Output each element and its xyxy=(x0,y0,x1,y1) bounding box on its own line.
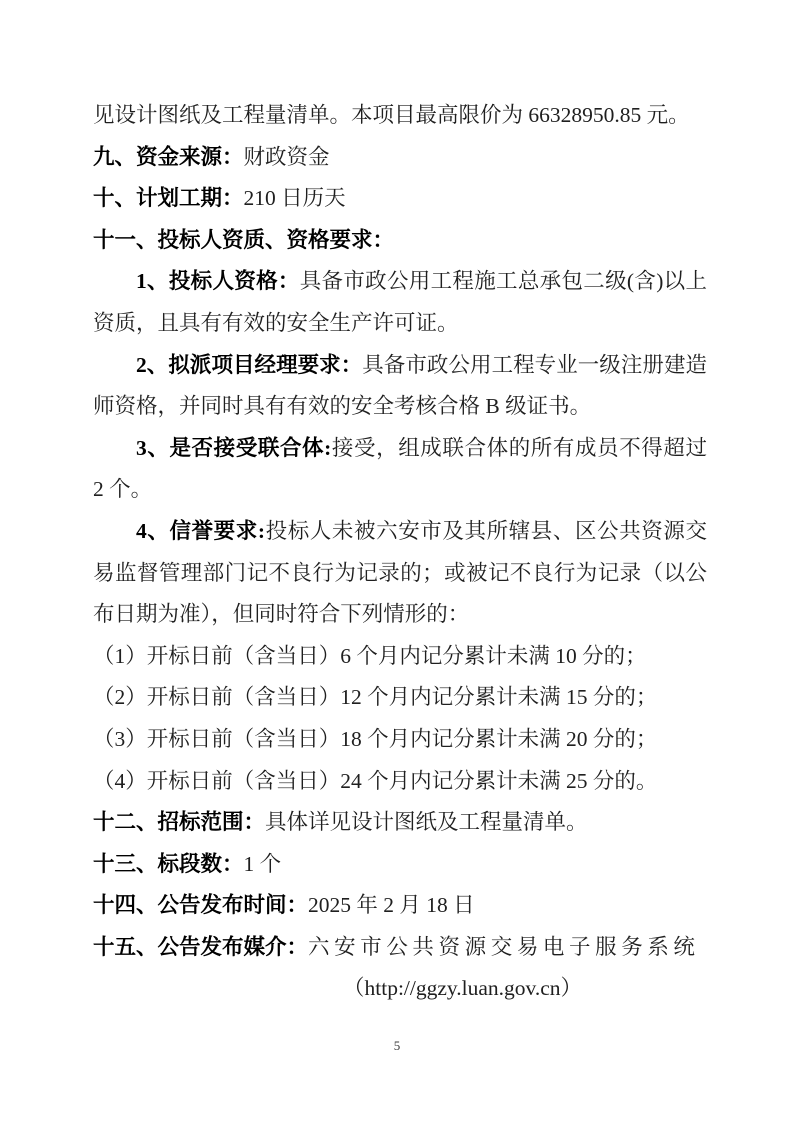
item-text: （2）开标日前（含当日）12 个月内记分累计未满 15 分的； xyxy=(93,685,658,710)
item-scoring-condition-2 xyxy=(93,677,707,719)
section-announcement-date xyxy=(93,885,707,927)
section-text: 六安市公共资源交易电子服务系统 xyxy=(308,934,700,959)
section-text: 1 个 xyxy=(243,851,282,876)
section-label: 十三、标段数： xyxy=(93,851,244,876)
item-scoring-condition-3 xyxy=(93,719,707,761)
section-label: 十一、投标人资质、资格要求： xyxy=(93,227,395,252)
section-text: 210 日历天 xyxy=(243,186,346,211)
section-text: 财政资金 xyxy=(243,144,330,169)
section-label: 十四、公告发布时间： xyxy=(93,893,309,918)
item-consortium-acceptance xyxy=(93,428,707,511)
item-text: 具备市政公用工程施工总承包二级(含)以上资质，且具有有效的安全生产许可证。 xyxy=(93,269,707,335)
section-qualification-requirements-heading xyxy=(93,220,707,262)
item-reputation-requirement xyxy=(93,511,707,636)
item-text: 接受，组成联合体的所有成员不得超过 2 个。 xyxy=(93,435,707,502)
section-announcement-media xyxy=(93,927,707,969)
section-label: 十二、招标范围： xyxy=(93,810,266,835)
section-label: 九、资金来源： xyxy=(93,144,244,169)
item-text: （3）开标日前（含当日）18 个月内记分累计未满 20 分的； xyxy=(93,726,658,751)
item-text: （1）开标日前（含当日）6 个月内记分累计未满 10 分的； xyxy=(93,643,647,668)
section-construction-period xyxy=(93,178,707,220)
url-text: （http://ggzy.luan.gov.cn） xyxy=(343,976,583,1001)
item-bidder-qualification xyxy=(93,261,707,344)
item-label: 3、是否接受联合体: xyxy=(136,435,332,460)
item-label: 4、信誉要求: xyxy=(136,518,266,543)
announcement-media-url xyxy=(93,968,707,1010)
item-text: （4）开标日前（含当日）24 个月内记分累计未满 25 分的。 xyxy=(93,768,658,793)
document-body xyxy=(93,95,707,1010)
section-number-of-lots xyxy=(93,844,707,886)
item-project-manager-requirement xyxy=(93,345,707,428)
page-number: 5 xyxy=(393,1038,401,1053)
section-label: 十、计划工期： xyxy=(93,186,244,211)
section-text: 2025 年 2 月 18 日 xyxy=(308,893,475,918)
item-scoring-condition-1 xyxy=(93,636,707,678)
section-bidding-scope xyxy=(93,802,707,844)
section-funding-source xyxy=(93,137,707,179)
item-label: 1、投标人资格： xyxy=(136,269,300,294)
section-label: 十五、公告发布媒介： xyxy=(93,934,309,959)
paragraph-text: 见设计图纸及工程量清单。本项目最高限价为 66328950.85 元。 xyxy=(93,103,690,127)
item-text: 具备市政公用工程专业一级注册建造师资格，并同时具有有效的安全考核合格 B 级证书。 xyxy=(93,352,707,419)
paragraph-max-price xyxy=(93,95,707,137)
item-text: 投标人未被六安市及其所辖县、区公共资源交易监督管理部门记不良行为记录的；或被记不良行为记录（以公布日期为准），但同时符合下列情形的： xyxy=(93,518,707,627)
section-text: 具体详见设计图纸及工程量清单。 xyxy=(265,810,588,835)
item-label: 2、拟派项目经理要求： xyxy=(136,352,363,377)
item-scoring-condition-4 xyxy=(93,761,707,803)
